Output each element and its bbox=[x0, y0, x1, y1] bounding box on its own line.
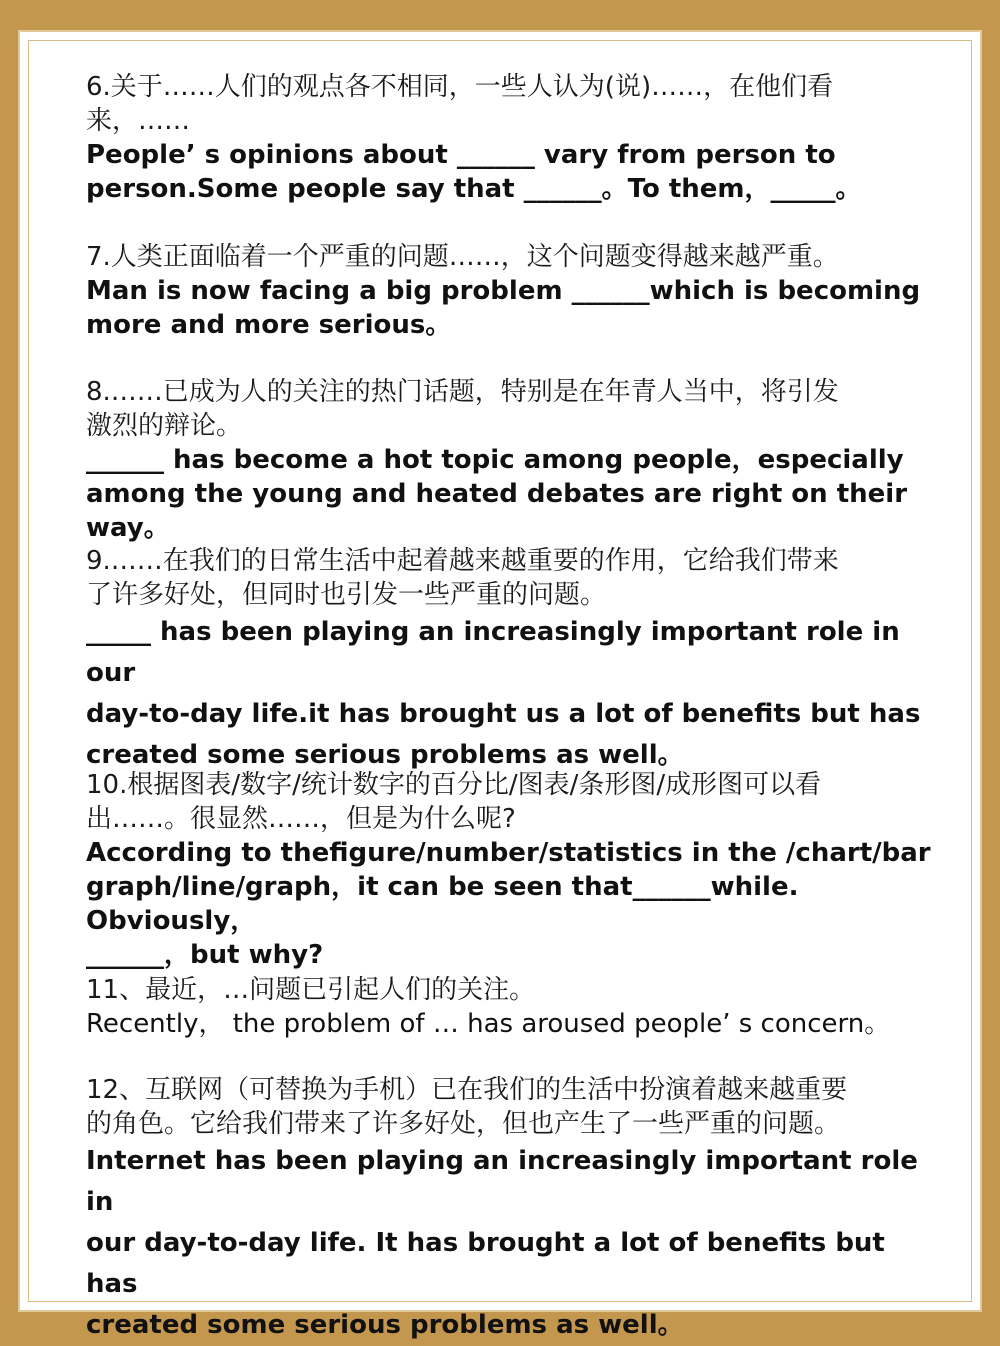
english-line: Man is now facing a big problem ______which is becoming bbox=[86, 276, 921, 306]
english-line: among the young and heated debates are right on their way。 bbox=[86, 479, 908, 543]
english-line: People’ s opinions about ______ vary from person to bbox=[86, 140, 836, 170]
english-line: day-to-day life.it has brought us a lot of benefits but has bbox=[86, 699, 921, 729]
english-line: Recently， the problem of … has aroused people’ s concern。 bbox=[86, 1009, 891, 1039]
english-line: created some serious problems as well。 bbox=[86, 1310, 684, 1340]
chinese-line: 9.……在我们的日常生活中起着越来越重要的作用，它给我们带来 bbox=[86, 546, 839, 576]
phrase-item-6 bbox=[86, 70, 862, 206]
phrase-item-10 bbox=[86, 768, 936, 972]
phrase-item-9 bbox=[86, 544, 936, 776]
phrase-item-11 bbox=[86, 973, 890, 1041]
chinese-line: 12、互联网（可替换为手机）已在我们的生活中扮演着越来越重要 bbox=[86, 1075, 848, 1105]
english-line: person.Some people say that ______。To them，_____。 bbox=[86, 174, 862, 204]
phrase-item-8 bbox=[86, 375, 936, 545]
chinese-line: 10.根据图表/数字/统计数字的百分比/图表/条形图/成形图可以看 bbox=[86, 770, 822, 800]
english-line: graph/line/graph，it can be seen that______while. Obviously， bbox=[86, 872, 799, 936]
english-line: _____ has been playing an increasingly important role in our bbox=[86, 617, 900, 688]
english-line: more and more serious。 bbox=[86, 310, 452, 340]
phrase-item-7 bbox=[86, 240, 920, 342]
chinese-line: 7.人类正面临着一个严重的问题……，这个问题变得越来越严重。 bbox=[86, 242, 839, 272]
chinese-line: 8.……已成为人的关注的热门话题，特别是在年青人当中，将引发 bbox=[86, 377, 839, 407]
english-line: ______ has become a hot topic among people，especially bbox=[86, 445, 904, 475]
english-line: created some serious problems as well。 bbox=[86, 740, 684, 770]
english-line: ______，but why? bbox=[86, 940, 324, 970]
chinese-line: 11、最近，…问题已引起人们的关注。 bbox=[86, 975, 536, 1005]
english-line: According to thefigure/number/statistics in the /chart/bar bbox=[86, 838, 931, 868]
chinese-line: 来，…… bbox=[86, 106, 191, 136]
page-frame bbox=[18, 30, 982, 1340]
english-line: Internet has been playing an increasingly important role in bbox=[86, 1146, 918, 1217]
chinese-line: 的角色。它给我们带来了许多好处，但也产生了一些严重的问题。 bbox=[86, 1109, 841, 1139]
english-line: our day-to-day life. It has brought a lot of benefits but has bbox=[86, 1228, 885, 1299]
chinese-line: 6.关于……人们的观点各不相同，一些人认为(说)……，在他们看 bbox=[86, 72, 834, 102]
chinese-line: 激烈的辩论。 bbox=[86, 411, 243, 441]
phrase-item-12 bbox=[86, 1073, 936, 1346]
chinese-line: 了许多好处，但同时也引发一些严重的问题。 bbox=[86, 580, 607, 610]
chinese-line: 出……。很显然……，但是为什么呢? bbox=[86, 804, 516, 834]
